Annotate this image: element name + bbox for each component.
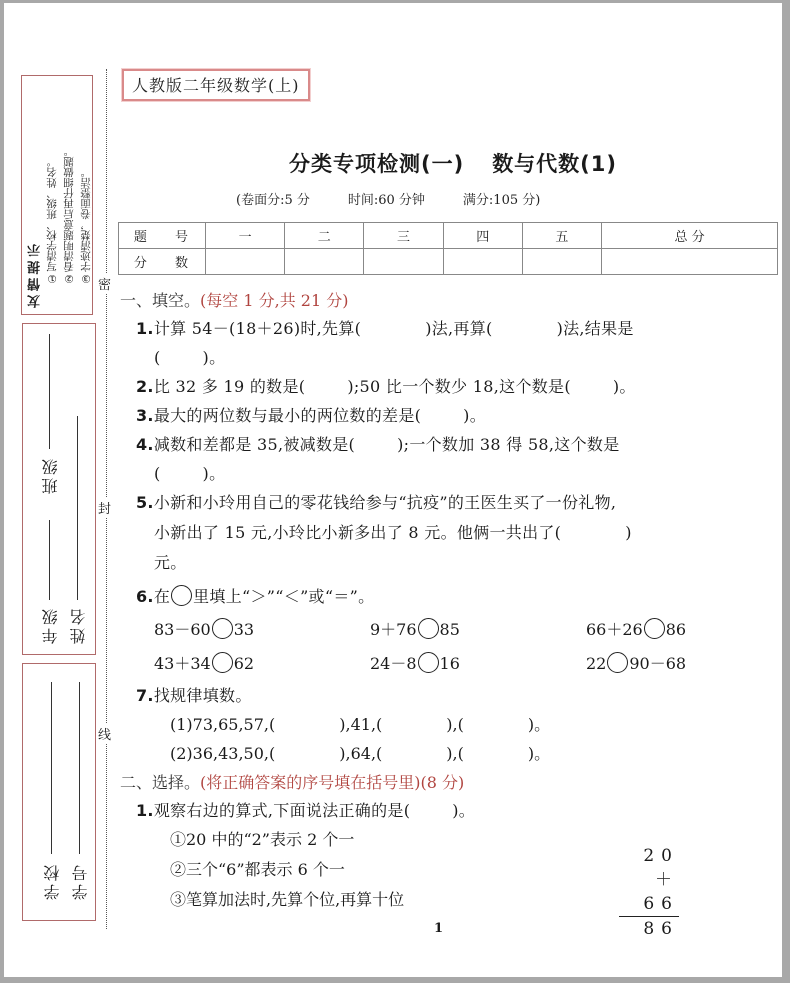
student-info-box [22,323,96,655]
question-text: ( [154,464,161,483]
question-text: 减数和差都是 35,被减数是( [153,435,356,454]
row-label-question: 题 号 [119,223,206,249]
choice-option: ③笔算加法时,先算个位,再算十位 [170,890,405,909]
title-sub: 数与代数(1) [492,152,617,176]
section-title: 二、选择。 [120,773,201,792]
question-text: );一个数加 38 得 58,这个数是 [397,435,620,454]
comparison-circle[interactable] [212,618,233,639]
question-number: 7. [136,686,154,705]
name-line[interactable] [77,416,78,600]
circle-icon [171,585,192,606]
question-continuation [154,459,778,488]
time-limit: 时间:60 分钟 [347,193,425,208]
cut-label-seal: 密 [98,273,111,294]
addend-bottom-row [623,868,679,916]
question-4 [118,430,778,488]
question-text: 在 [153,587,171,606]
tip-item: ①写清学校、班级、姓名。 [46,156,58,284]
sequence-text: (2)36,43,50,( [170,744,276,763]
comparison-left: 83－60 [154,620,211,639]
score-cell[interactable] [522,249,601,275]
question-text: 比 32 多 19 的数是( [153,377,306,396]
section-note: (将正确答案的序号填在括号里)(8 分) [200,773,465,792]
question-continuation [154,343,778,372]
sequence-2 [118,739,778,768]
full-score: 满分:105 分) [462,193,541,208]
sum-result: 86 [643,919,679,939]
sequence-text: ),( [446,744,464,763]
question-number: 6. [136,587,154,606]
comparison-item [370,615,586,645]
question-text: 里填上“＞”“＜”或“＝”。 [193,587,375,606]
question-number: 4. [136,435,154,454]
comparison-item [154,615,370,645]
comparison-left: 9＋76 [370,620,417,639]
question-text: ( [154,348,161,367]
worksheet-content [118,288,778,939]
name-label: 姓名 [69,606,88,644]
sequence-text: )。 [527,744,551,763]
school-label: 学校 [43,862,62,900]
question-1 [118,314,778,372]
sequence-text: )。 [527,715,551,734]
tips-title: 友情提示 [28,240,43,308]
comparison-right: 85 [439,620,460,639]
comparison-circle[interactable] [607,652,628,673]
cut-label-close: 封 [98,497,111,518]
question-text: )法,结果是 [556,319,634,338]
score-cell[interactable] [602,249,778,275]
grade-label: 年级 [41,606,60,644]
class-line-bottom[interactable] [49,520,50,600]
question-text: 元。 [154,553,187,572]
row-label-score: 分 数 [119,249,206,275]
question-6 [118,582,778,611]
column-header: 一 [206,223,285,249]
score-table-header-row [119,223,778,249]
section-note: (每空 1 分,共 21 分) [200,291,349,310]
choice-question-1 [118,796,778,825]
question-continuation [154,518,778,548]
question-number: 1. [136,801,154,820]
section-heading [120,288,778,314]
question-text: )。 [452,801,476,820]
question-text: 最大的两位数与最小的两位数的差是( [153,406,422,425]
score-cell[interactable] [206,249,285,275]
score-cell[interactable] [443,249,522,275]
page-number: 1 [434,921,444,936]
comparison-left: 22 [586,654,607,673]
section-heading [120,770,778,796]
section-title: 一、填空。 [120,291,201,310]
comparison-circle[interactable] [644,618,665,639]
question-number: 3. [136,406,154,425]
class-label: 班级 [41,456,60,494]
question-text: )法,再算( [425,319,493,338]
sequence-text: (1)73,65,57,( [170,715,276,734]
comparison-left: 24－8 [370,654,417,673]
addend-bottom: 66 [643,894,679,914]
question-continuation [154,548,778,578]
addend-top: 20 [643,846,679,866]
sequence-1 [118,710,778,739]
comparison-left: 66＋26 [586,620,643,639]
column-header: 三 [364,223,443,249]
column-header: 总 分 [602,223,778,249]
tip-item: ②看清明题意后再仔细做题。 [63,146,75,284]
question-text: )。 [202,348,226,367]
sequence-text: ),41,( [339,715,383,734]
worksheet-page [4,3,782,977]
comparison-item [586,615,786,645]
comparison-circle[interactable] [418,618,439,639]
column-header: 二 [285,223,364,249]
question-text: 观察右边的算式,下面说法正确的是( [153,801,411,820]
question-2 [118,372,778,401]
sequence-text: ),64,( [339,744,383,763]
comparison-right: 86 [665,620,687,639]
question-text: )。 [202,464,226,483]
comparison-item [586,649,786,679]
plus-sign: ＋ [655,870,679,890]
score-cell[interactable] [285,249,364,275]
edition-badge: 人教版二年级数学(上) [122,69,310,101]
choice-option: ②三个“6”都表示 6 个一 [170,860,345,879]
comparison-item [154,649,370,679]
question-text: 找规律填数。 [153,686,252,705]
vertical-addition [623,844,679,941]
comparison-left: 43＋34 [154,654,211,673]
comparison-right: 16 [439,654,460,673]
question-3 [118,401,778,430]
tips-box [21,75,93,315]
exam-meta [236,189,540,208]
question-text: ) [625,523,632,542]
question-5 [118,488,778,578]
comparison-right: 62 [233,654,255,673]
school-line[interactable] [51,682,52,854]
student-no-label: 学号 [71,862,90,900]
score-cell[interactable] [364,249,443,275]
question-text: );50 比一个数少 18,这个数是( [347,377,571,396]
page-title [4,148,782,178]
question-number: 1. [136,319,154,338]
score-table [118,222,778,275]
score-table-score-row [119,249,778,275]
comparison-right: 90－68 [629,654,687,673]
comparison-item [370,649,586,679]
comparison-grid [118,615,778,679]
title-main: 分类专项检测(一) [288,152,465,176]
neatness-score: (卷面分:5 分 [236,193,310,208]
class-line-top[interactable] [49,334,50,449]
question-text: )。 [612,377,636,396]
column-header: 四 [443,223,522,249]
comparison-circle[interactable] [418,652,439,673]
choice-option: ①20 中的“2”表示 2 个一 [170,830,355,849]
question-text: 计算 54－(18＋26)时,先算( [153,319,362,338]
school-info-box [22,663,96,921]
question-7 [118,681,778,710]
question-text: 小新和小玲用自己的零花钱给参与“抗疫”的王医生买了一份礼物, [153,493,617,512]
column-header: 五 [522,223,601,249]
student-no-line[interactable] [79,682,80,854]
cut-label-line: 线 [98,723,111,744]
question-text: 小新出了 15 元,小玲比小新多出了 8 元。他俩一共出了( [154,523,562,542]
comparison-right: 33 [233,620,255,639]
question-number: 2. [136,377,154,396]
comparison-circle[interactable] [212,652,233,673]
sequence-text: ),( [446,715,464,734]
tip-item: ③字迹清楚，卷面整洁。 [80,167,92,284]
question-number: 5. [136,493,154,512]
question-text: )。 [463,406,486,425]
